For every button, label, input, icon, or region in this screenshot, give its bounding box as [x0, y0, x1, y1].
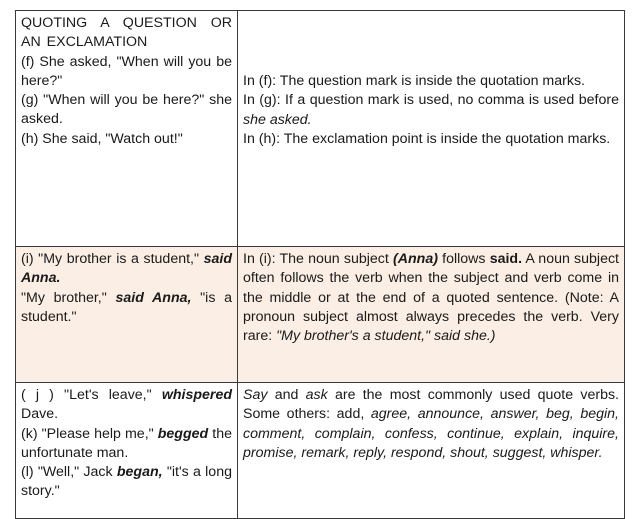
- example-j-end: Dave.: [21, 406, 59, 423]
- example-i-text: (i) "My brother is a student,": [21, 251, 204, 267]
- example-j-text: ( j ) "Let's leave,": [21, 387, 162, 403]
- note-quote-text: are the most commonly used quote verbs. Some others: add,: [243, 387, 619, 423]
- note-quote-verbs: [243, 386, 619, 463]
- note-ask: ask: [305, 387, 328, 403]
- example-k-verb: begged: [157, 425, 209, 442]
- example-i: [21, 250, 232, 289]
- table-row: [16, 383, 625, 519]
- example-i2-text: "My brother,": [21, 289, 116, 306]
- note-i: [243, 250, 619, 346]
- note-g: [243, 91, 619, 130]
- example-l-end: "it's a long story.": [21, 464, 232, 500]
- example-h: (h) She said, "Watch out!": [21, 130, 183, 147]
- table-row: [16, 247, 625, 383]
- example-g: (g) "When will you be here?" she asked.: [21, 92, 232, 128]
- section-heading: QUOTING A QUESTION OR AN EXCLAMATION: [21, 15, 232, 51]
- note-i-text: In (i): The noun subject: [243, 251, 394, 267]
- note-h: In (h): The exclamation point is inside the quotation marks.: [243, 130, 611, 147]
- example-j: [21, 386, 232, 425]
- note-i-said: said.: [489, 251, 523, 267]
- note-verb-list: agree, announce, answer, beg, begin, comment, complain, confess, continue, explain, inquire, promise, remark, reply, respond, shout, suggest, whisper.: [243, 406, 619, 461]
- note-i-subject: (Anna): [393, 251, 438, 267]
- grammar-table: [15, 10, 625, 519]
- table-row: [16, 11, 625, 247]
- note-g-text: In (g): If a question mark is used, no comma is used before: [243, 92, 619, 109]
- example-f: (f) She asked, "When will you be here?": [21, 53, 232, 89]
- explanation-cell: [238, 11, 625, 247]
- example-j-verb: whispered: [161, 387, 232, 403]
- example-k: [21, 425, 232, 464]
- examples-cell: [16, 11, 238, 247]
- note-i-rare-example: "My brother's a student," said she.): [276, 328, 496, 345]
- note-and: and: [267, 387, 306, 403]
- note-g-italic: she asked.: [243, 111, 312, 128]
- example-i2: [21, 289, 232, 328]
- note-i-follows: follows: [437, 251, 490, 267]
- example-l-verb: began,: [116, 464, 163, 481]
- example-k-end: the unfortunate man.: [21, 425, 232, 461]
- note-i-body: A noun subject often follows the verb when the subject and verb come in the middle or at the end of a quoted sentence. (Note: A pronoun subject almost always precedes the verb. Very rare:: [243, 251, 619, 345]
- example-k-text: (k) "Please help me,": [21, 425, 158, 442]
- example-l-text: (l) "Well," Jack: [21, 464, 117, 481]
- note-f: In (f): The question mark is inside the quotation marks.: [243, 73, 585, 89]
- note-say: Say: [243, 387, 268, 403]
- examples-cell: [16, 383, 238, 519]
- example-i2-end: "is a student.": [21, 289, 233, 325]
- examples-cell: [16, 247, 238, 383]
- example-i-bold: said Anna.: [21, 251, 232, 287]
- example-i2-bold: said Anna,: [115, 289, 192, 306]
- example-l: [21, 463, 232, 502]
- explanation-cell: [238, 247, 625, 383]
- explanation-cell: [238, 383, 625, 519]
